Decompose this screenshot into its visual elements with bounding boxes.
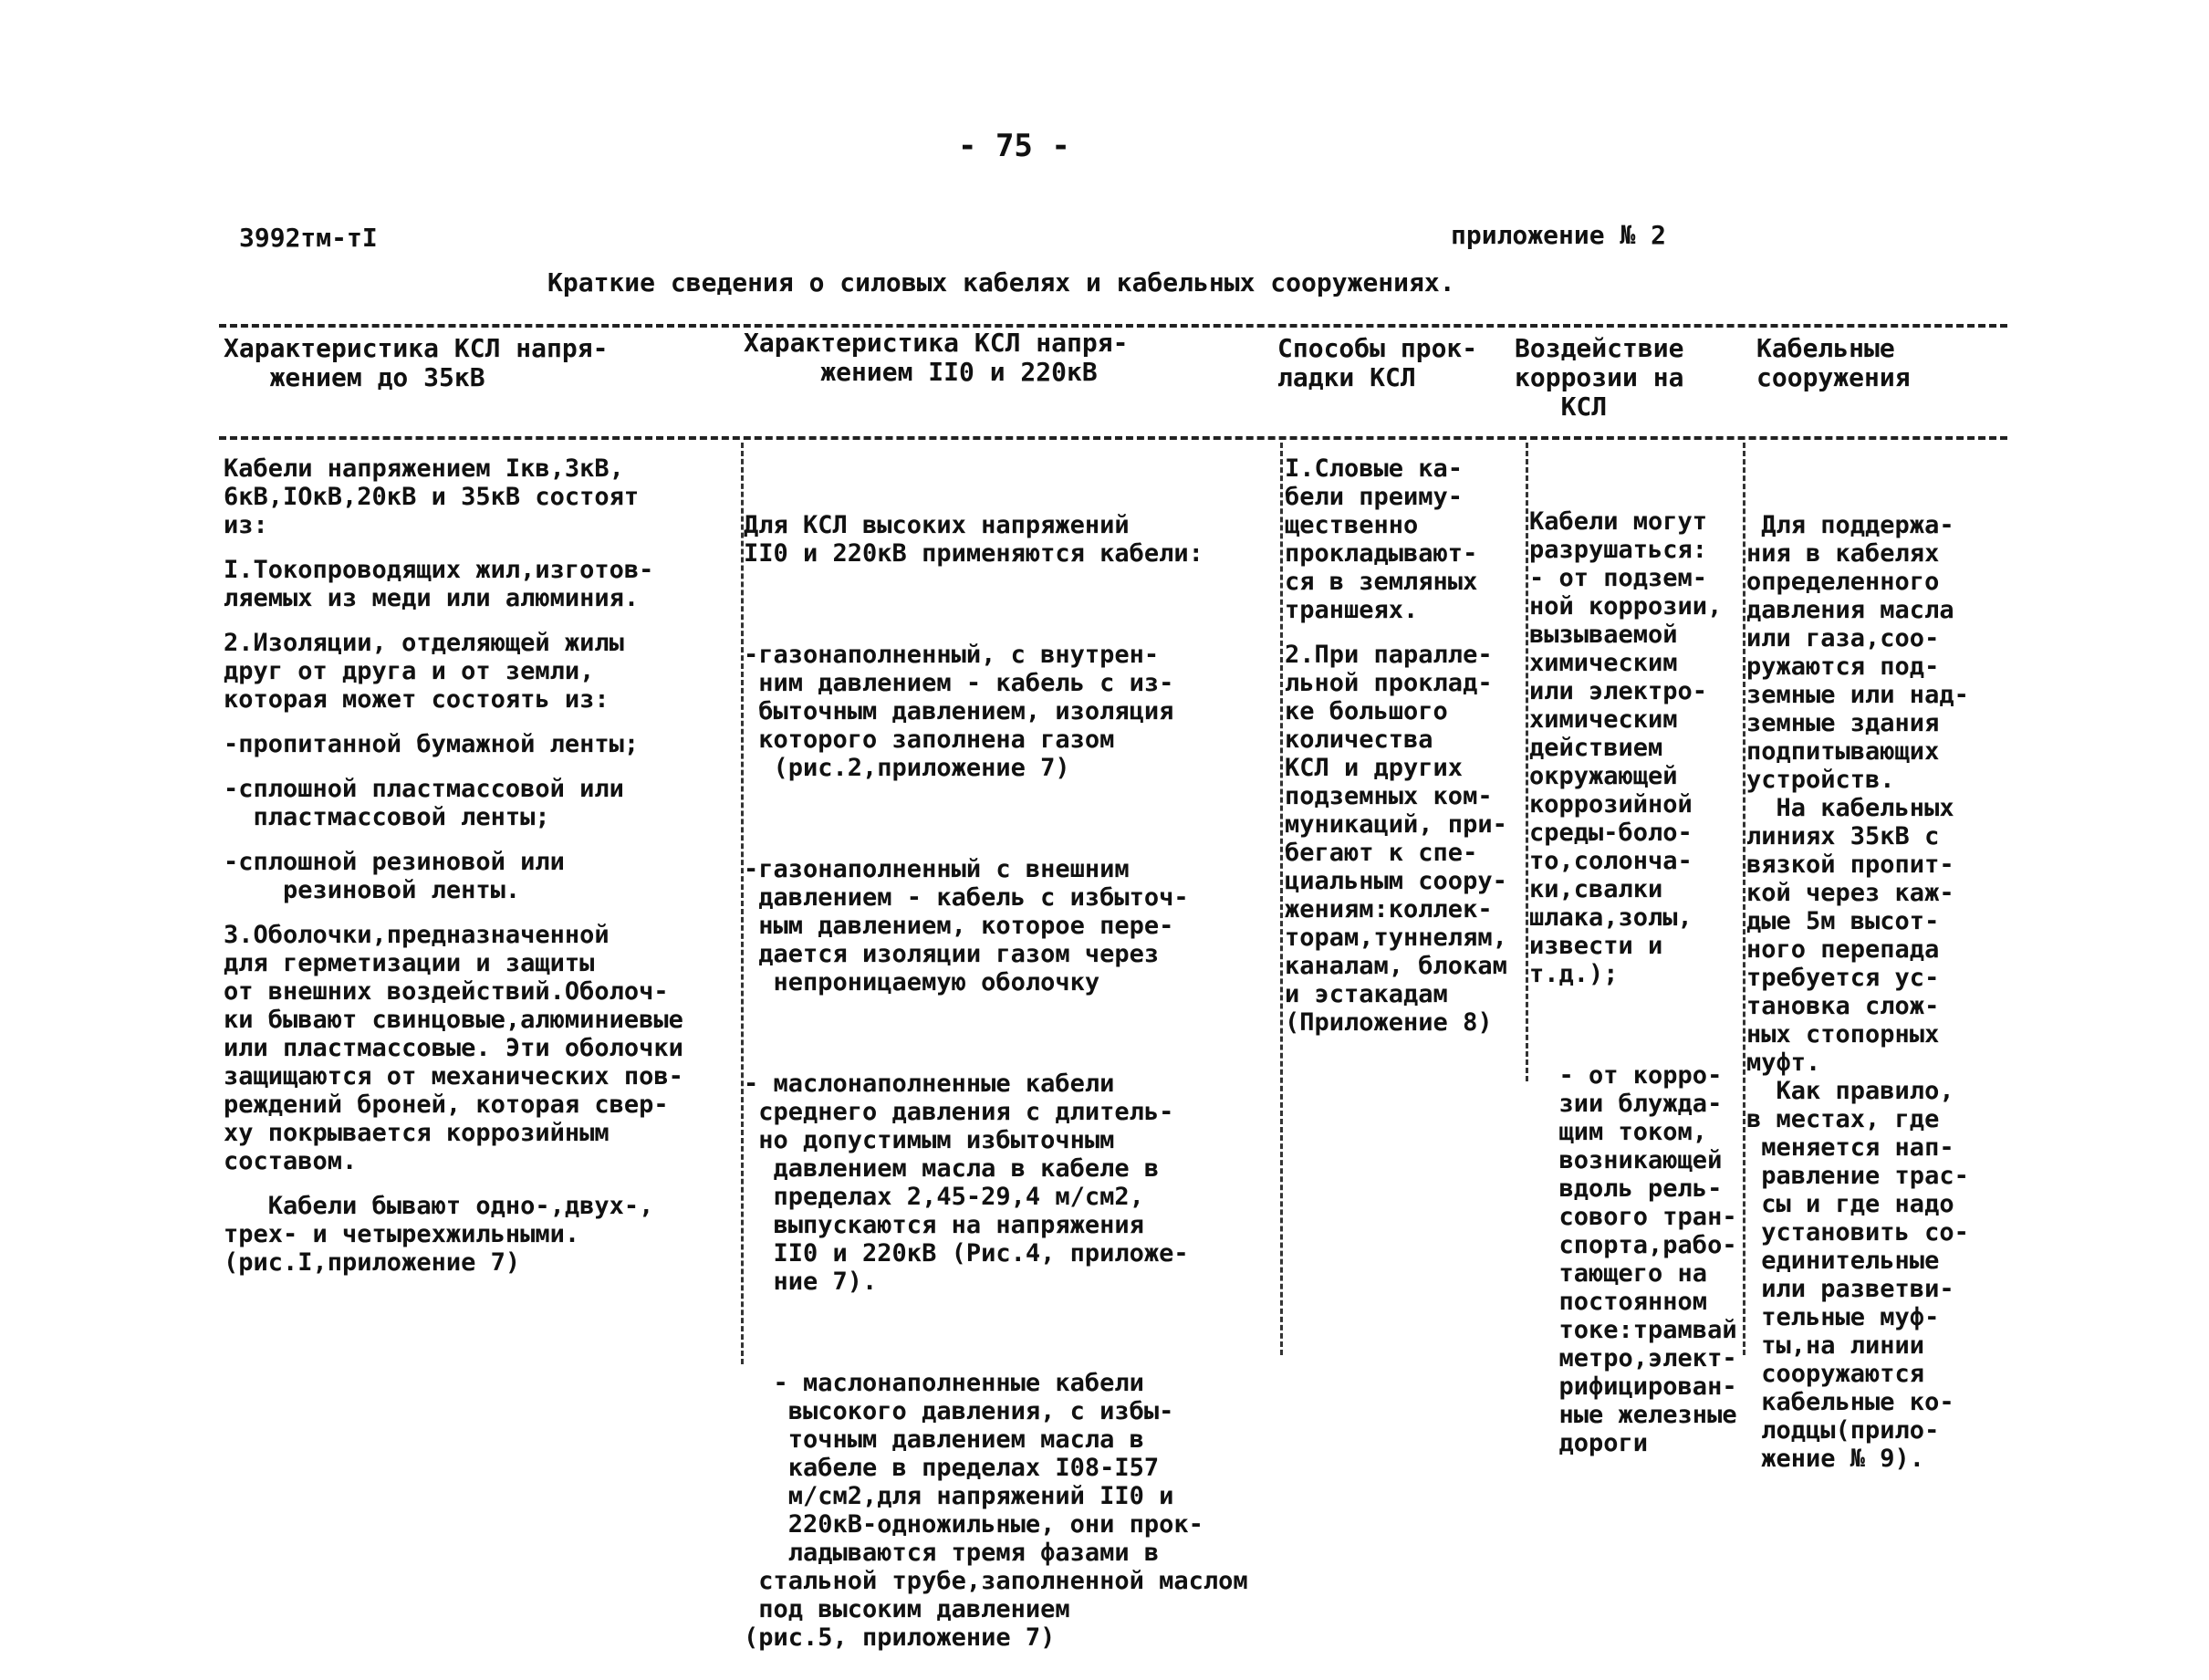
document-code: 3992тм-тI (239, 223, 378, 253)
paragraph: Кабели могут разрушаться: - от подзем- ной коррозии, вызываемой химическим или электро- химическим действием окружающей коррозийной среды-боло- то,солонча- ки,свалки шлака,золы, извести и т.д.); (1529, 507, 1723, 988)
paragraph: I.Токопроводящих жил,изготов- ляемых из меди или алюминия. (224, 556, 654, 612)
paragraph: - маслонаполненные кабели среднего давления с длитель- но допустимым избыточным давлением масла в кабеле в пределах 2,45-29,4 м/см2, выпускаются на напряжения II0 и 220кВ (Рис.4, приложе- ние 7). (744, 1070, 1189, 1296)
page-title: Краткие сведения о силовых кабелях и кабельных сооружениях. (547, 267, 1455, 297)
paragraph: 3.Оболочки,предназначенной для герметизации и защиты от внешних воздействий.Оболоч- ки бывают свинцовые,алюминиевые или пластмассовые. Эти оболочки защищаются от механических пов- реждений броней, которая свер- ху покрывается коррозийным составом. (224, 921, 683, 1175)
appendix-label: приложение № 2 (1451, 220, 1667, 250)
paragraph: Для КСЛ высоких напряжений II0 и 220кВ применяются кабели: (744, 511, 1203, 568)
paragraph: Кабели напряжением Iкв,3кВ, 6кВ,IОкВ,20кВ и 35кВ состоят из: (224, 454, 640, 539)
header-col-1: Характеристика КСЛ напря- жением до 35кВ (224, 333, 609, 392)
column-laying-methods (1285, 454, 1507, 1037)
column-corrosion (1529, 451, 1737, 1486)
paragraph: -газонаполненный с внешним давлением - кабель с избыточ- ным давлением, которое пере- дается изоляции газом через непроницаемую оболочку (744, 855, 1189, 997)
column-high-voltage (744, 454, 1248, 1680)
paragraph: Кабели бывают одно-,двух-, трех- и четырехжильными. (рис.I,приложение 7) (224, 1192, 654, 1277)
paragraph: -сплошной резиновой или резиновой ленты. (224, 848, 565, 904)
paragraph: I.Словые ка- бели преиму- щественно прокладывают- ся в земляных траншеях. (1285, 454, 1478, 624)
paragraph: -газонаполненный, с внутрен- ним давлением - кабель с из- быточным давлением, изоляция которого заполнена газом (рис.2,приложение 7) (744, 641, 1174, 782)
header-bottom-rule (219, 436, 2007, 440)
header-col-4: Воздействие коррозии на КСЛ (1515, 333, 1684, 422)
column-divider (1743, 443, 1745, 1355)
column-low-voltage (224, 454, 683, 1277)
header-col-5: Кабельные сооружения (1756, 333, 1911, 392)
paragraph: -пропитанной бумажной ленты; (224, 730, 640, 758)
header-col-2: Характеристика КСЛ напря- жением II0 и 220кВ (744, 328, 1129, 387)
paragraph: - от корро- зии блужда- щим током, возникающей вдоль рель- сового тран- спорта,рабо- тающего на постоянном токе:трамвай метро,элект- рифицирован- ные железные дороги (1529, 1061, 1737, 1457)
paragraph: -сплошной пластмассовой или пластмассовой ленты; (224, 775, 624, 831)
column-divider (1280, 443, 1283, 1355)
paragraph: - маслонаполненные кабели высокого давления, с избы- точным давлением масла в кабеле в пределах I08-I57 м/см2,для напряжений II0 и 220кВ-одножильные, они прок- ладываются тремя фазами в стальной трубе,заполненной маслом под высоким давлением (рис.5, приложение 7) (744, 1369, 1248, 1652)
page-number: - 75 - (958, 128, 1070, 164)
header-col-3: Способы прок- ладки КСЛ (1277, 333, 1478, 392)
paragraph: Для поддержа- ния в кабелях определенного давления масла или газа,соо- ружаются под- земные или над- земные здания подпитывающих устройств. На кабельных линиях 35кВ с вязкой пропит- кой через каж- дые 5м высот- ного перепада требуется ус- тановка слож- ных стопорных муфт. Как правило, в местах, где меняется нап- равление трас- сы и где надо установить со- единительные или разветви- тельные муф- ты,на линии сооружаются кабельные ко- лодцы(прило- жение № 9). (1746, 511, 1969, 1473)
paragraph: 2.Изоляции, отделяющей жилы друг от друга и от земли, которая может состоять из: (224, 629, 624, 714)
column-divider (1526, 443, 1528, 1081)
paragraph: 2.При паралле- льной проклад- ке большого количества КСЛ и других подземных ком- муникаций, при- бегают к спе- циальным соору- жениям:коллек- торам,туннелям, каналам, блокам и эстакадам (Приложение 8) (1285, 641, 1507, 1037)
column-cable-structures (1746, 454, 1969, 1501)
